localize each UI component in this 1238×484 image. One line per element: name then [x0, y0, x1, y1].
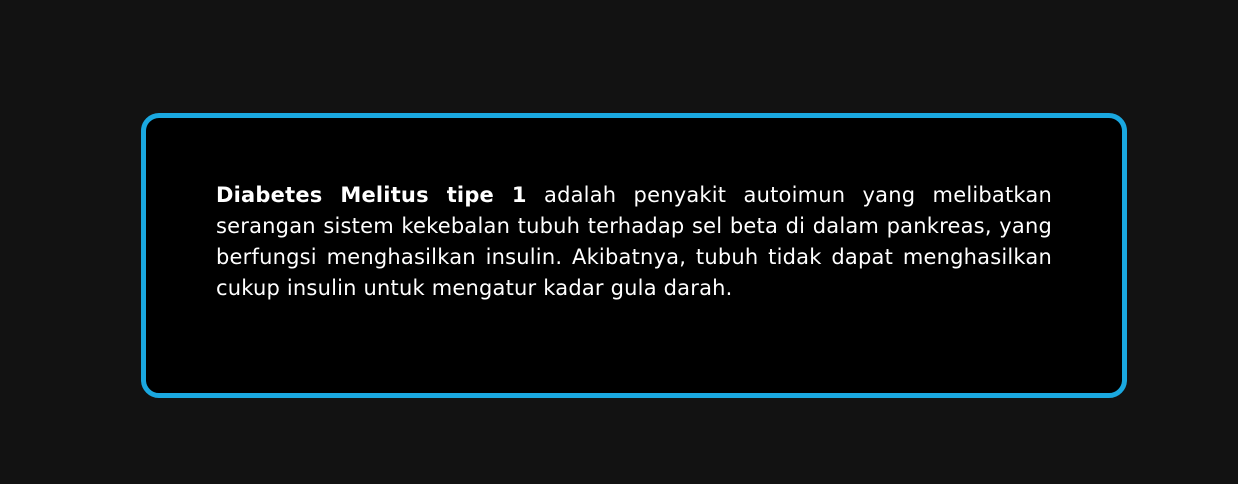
- definition-description: adalah penyakit autoimun yang melibatkan serangan sistem kekebalan tubuh terhadap sel beta di dalam pankreas, yang berfungsi menghasilkan insulin. Akibatnya, tubuh tidak dapat menghasilkan cukup insulin untuk mengatur kadar gula darah.: [216, 183, 1053, 300]
- definition-paragraph: [216, 180, 1052, 304]
- definition-card: [141, 113, 1127, 398]
- definition-term: Diabetes Melitus tipe 1: [216, 183, 527, 207]
